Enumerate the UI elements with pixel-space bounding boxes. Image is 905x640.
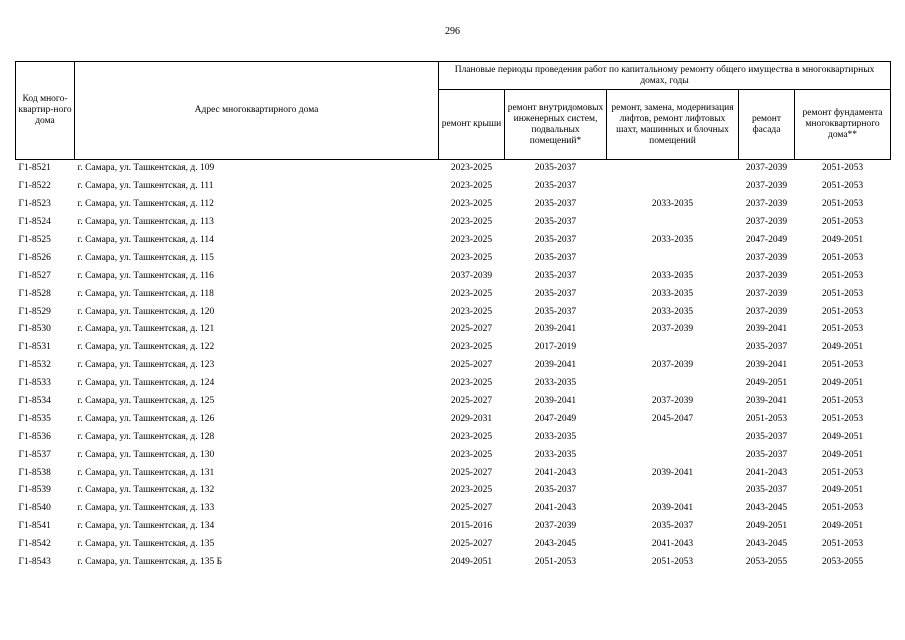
cell-elevators: 2039-2041: [651, 503, 694, 514]
cell-roof-repair: 2023-2025: [450, 342, 493, 353]
cell-code: Г1-8543: [18, 557, 51, 568]
cell-roof-repair: 2049-2051: [450, 557, 493, 568]
cell-address: г. Самара, ул. Ташкентская, д. 130: [77, 449, 215, 460]
cell-roof-repair: 2023-2025: [450, 217, 493, 228]
cell-elevators: 2033-2035: [651, 288, 694, 299]
cell-foundation: 2051-2053: [821, 181, 864, 192]
table-row: [16, 321, 891, 339]
cell-facade: 2051-2053: [745, 413, 788, 424]
cell-engineering-systems: 2047-2049: [534, 413, 577, 424]
cell-facade: 2047-2049: [745, 235, 788, 245]
cell-address: г. Самара, ул. Ташкентская, д. 131: [77, 467, 215, 478]
cell-foundation: 2051-2053: [821, 324, 864, 335]
table-row: [16, 393, 891, 411]
cell-elevators: 2041-2043: [651, 539, 694, 550]
cell-facade: 2039-2041: [745, 324, 788, 335]
cell-code: Г1-8535: [18, 413, 51, 424]
cell-code: Г1-8542: [18, 539, 51, 550]
cell-facade: 2039-2041: [745, 360, 788, 371]
cell-roof-repair: 2023-2025: [450, 378, 493, 389]
table-row: [16, 357, 891, 375]
cell-address: г. Самара, ул. Ташкентская, д. 124: [77, 378, 215, 389]
cell-roof-repair: 2025-2027: [450, 360, 493, 371]
cell-address: г. Самара, ул. Ташкентская, д. 113: [77, 217, 214, 228]
cell-elevators: [607, 249, 739, 267]
cell-engineering-systems: 2035-2037: [505, 160, 607, 178]
cell-code: Г1-8524: [18, 217, 51, 228]
cell-foundation: 2049-2051: [821, 235, 864, 245]
cell-elevators: 2033-2035: [651, 270, 694, 281]
cell-foundation: 2049-2051: [821, 342, 864, 353]
cell-address: г. Самара, ул. Ташкентская, д. 133: [77, 503, 215, 514]
cell-code: Г1-8529: [18, 306, 51, 317]
cell-elevators: [607, 339, 739, 357]
cell-engineering-systems: 2035-2037: [534, 252, 577, 263]
cell-elevators: 2033-2035: [651, 199, 694, 210]
cell-facade: 2043-2045: [745, 503, 788, 514]
cell-foundation: 2051-2053: [821, 396, 864, 407]
cell-elevators: 2039-2041: [651, 467, 694, 478]
cell-engineering-systems: 2035-2037: [534, 181, 577, 192]
cell-engineering-systems: 2041-2043: [534, 503, 577, 514]
cell-facade: 2037-2039: [745, 181, 788, 192]
cell-roof-repair: 2023-2025: [450, 199, 493, 210]
table-row: [16, 554, 891, 572]
cell-code: Г1-8537: [18, 449, 51, 460]
cell-engineering-systems: 2037-2039: [534, 521, 577, 532]
table-row: [16, 482, 891, 500]
cell-facade: 2049-2051: [745, 521, 788, 532]
cell-engineering-systems: 2035-2037: [534, 235, 577, 245]
cell-foundation: 2051-2053: [821, 413, 864, 424]
cell-foundation: 2051-2053: [821, 306, 864, 317]
cell-roof-repair: 2025-2027: [450, 324, 493, 335]
cell-roof-repair: 2029-2031: [450, 413, 493, 424]
cell-engineering-systems: 2035-2037: [534, 485, 577, 496]
cell-code: Г1-8532: [18, 360, 51, 371]
cell-roof-repair: 2025-2027: [450, 467, 493, 478]
capital-repair-table: [15, 61, 891, 571]
cell-address: г. Самара, ул. Ташкентская, д. 128: [77, 431, 215, 442]
cell-address: г. Самара, ул. Ташкентская, д. 132: [77, 485, 215, 496]
cell-roof-repair: 2037-2039: [450, 270, 493, 281]
table-row: [16, 410, 891, 428]
cell-engineering-systems: 2043-2045: [534, 539, 577, 550]
cell-elevators: 2045-2047: [651, 413, 694, 424]
cell-code: Г1-8528: [18, 288, 51, 299]
cell-foundation: 2049-2051: [821, 449, 864, 460]
table-row: [16, 249, 891, 267]
cell-roof-repair: 2023-2025: [450, 181, 493, 192]
cell-code: Г1-8531: [18, 342, 51, 353]
cell-foundation: 2051-2053: [795, 160, 891, 178]
cell-roof-repair: 2023-2025: [450, 449, 493, 460]
cell-foundation: 2051-2053: [821, 288, 864, 299]
cell-code: Г1-8523: [18, 199, 51, 210]
table-row: [16, 428, 891, 446]
cell-address: г. Самара, ул. Ташкентская, д. 125: [77, 396, 215, 407]
cell-engineering-systems: 2039-2041: [534, 324, 577, 335]
cell-facade: 2039-2041: [745, 396, 788, 407]
cell-engineering-systems: 2051-2053: [534, 557, 577, 568]
cell-code: Г1-8530: [18, 324, 51, 335]
table-row: [16, 536, 891, 554]
table-row: [16, 267, 891, 285]
cell-elevators: [607, 428, 739, 446]
header-address: Адрес многоквартирного дома: [75, 62, 439, 160]
cell-foundation: 2051-2053: [821, 252, 864, 263]
cell-engineering-systems: 2033-2035: [534, 431, 577, 442]
cell-foundation: 2051-2053: [821, 270, 864, 281]
cell-engineering-systems: 2035-2037: [534, 306, 577, 317]
cell-elevators: 2033-2035: [651, 306, 694, 317]
cell-code: Г1-8526: [18, 252, 51, 263]
table-row: [16, 518, 891, 536]
header-roof-repair: ремонт крыши: [439, 90, 505, 160]
cell-address: г. Самара, ул. Ташкентская, д. 123: [77, 360, 215, 371]
cell-code: Г1-8538: [18, 467, 51, 478]
table-row: [16, 178, 891, 196]
cell-roof-repair: 2023-2025: [450, 485, 493, 496]
cell-engineering-systems: 2041-2043: [534, 467, 577, 478]
cell-elevators: [607, 178, 739, 196]
cell-engineering-systems: 2017-2019: [534, 342, 577, 353]
cell-address: г. Самара, ул. Ташкентская, д. 115: [77, 252, 214, 263]
table-row: [16, 232, 891, 250]
cell-roof-repair: 2023-2025: [450, 306, 493, 317]
cell-foundation: 2051-2053: [821, 467, 864, 478]
cell-elevators: 2033-2035: [651, 235, 694, 245]
cell-code: Г1-8540: [18, 503, 51, 514]
page-number: 296: [445, 26, 460, 37]
cell-facade: 2035-2037: [745, 485, 788, 496]
cell-address: г. Самара, ул. Ташкентская, д. 122: [77, 342, 215, 353]
cell-code: Г1-8527: [18, 270, 51, 281]
cell-code: Г1-8522: [18, 181, 51, 192]
header-code: Код много-квартир-ного дома: [16, 62, 75, 160]
table-row: [16, 446, 891, 464]
cell-roof-repair: 2023-2025: [450, 235, 493, 245]
cell-elevators: [607, 482, 739, 500]
cell-code: Г1-8521: [16, 160, 75, 178]
cell-code: Г1-8536: [18, 431, 51, 442]
cell-facade: 2037-2039: [745, 306, 788, 317]
cell-foundation: 2049-2051: [821, 378, 864, 389]
cell-engineering-systems: 2033-2035: [534, 449, 577, 460]
header-elevator-repair: ремонт, замена, модернизация лифтов, ремонт лифтовых шахт, машинных и блочных помещений: [607, 90, 739, 160]
cell-facade: 2035-2037: [745, 431, 788, 442]
cell-address: г. Самара, ул. Ташкентская, д. 118: [77, 288, 214, 299]
cell-elevators: [607, 375, 739, 393]
cell-address: г. Самара, ул. Ташкентская, д. 135 Б: [77, 557, 223, 568]
table-row: [16, 160, 891, 178]
table-row: [16, 214, 891, 232]
table-row: [16, 339, 891, 357]
cell-engineering-systems: 2035-2037: [534, 217, 577, 228]
cell-roof-repair: 2023-2025: [450, 431, 493, 442]
cell-elevators: [607, 214, 739, 232]
cell-foundation: 2049-2051: [821, 485, 864, 496]
cell-facade: 2049-2051: [745, 378, 788, 389]
cell-roof-repair: 2025-2027: [450, 396, 493, 407]
cell-facade: 2037-2039: [745, 217, 788, 228]
cell-roof-repair: 2023-2025: [439, 160, 505, 178]
cell-facade: 2035-2037: [745, 449, 788, 460]
cell-facade: 2043-2045: [745, 539, 788, 550]
cell-code: Г1-8539: [18, 485, 51, 496]
cell-foundation: 2051-2053: [821, 503, 864, 514]
cell-foundation: 2053-2055: [821, 557, 864, 568]
cell-address: г. Самара, ул. Ташкентская, д. 121: [77, 324, 215, 335]
cell-roof-repair: 2015-2016: [450, 521, 493, 532]
table-row: [16, 375, 891, 393]
cell-address: г. Самара, ул. Ташкентская, д. 112: [77, 199, 214, 210]
cell-foundation: 2049-2051: [821, 521, 864, 532]
cell-address: г. Самара, ул. Ташкентская, д. 134: [77, 521, 215, 532]
cell-elevators: 2037-2039: [651, 324, 694, 335]
cell-code: Г1-8534: [18, 396, 51, 407]
cell-facade: 2037-2039: [745, 199, 788, 210]
table-row: [16, 285, 891, 303]
cell-engineering-systems: 2033-2035: [534, 378, 577, 389]
cell-elevators: 2051-2053: [651, 557, 694, 568]
cell-elevators: 2037-2039: [651, 360, 694, 371]
cell-facade: 2037-2039: [745, 288, 788, 299]
cell-address: г. Самара, ул. Ташкентская, д. 109: [75, 160, 439, 178]
table-row: [16, 500, 891, 518]
cell-roof-repair: 2025-2027: [450, 503, 493, 514]
cell-facade: 2041-2043: [745, 467, 788, 478]
cell-roof-repair: 2023-2025: [450, 288, 493, 299]
cell-elevators: [607, 160, 739, 178]
table-row: [16, 196, 891, 214]
header-planned-periods: Плановые периоды проведения работ по капитальному ремонту общего имущества в многоквартирных домах, годы: [439, 62, 891, 90]
cell-facade: 2035-2037: [745, 342, 788, 353]
cell-facade: 2053-2055: [745, 557, 788, 568]
cell-address: г. Самара, ул. Ташкентская, д. 114: [77, 235, 214, 245]
cell-engineering-systems: 2035-2037: [534, 270, 577, 281]
cell-engineering-systems: 2039-2041: [534, 360, 577, 371]
header-facade-repair: ремонт фасада: [739, 90, 795, 160]
cell-facade: 2037-2039: [745, 270, 788, 281]
cell-engineering-systems: 2039-2041: [534, 396, 577, 407]
cell-facade: 2037-2039: [739, 160, 795, 178]
cell-foundation: 2049-2051: [821, 431, 864, 442]
cell-address: г. Самара, ул. Ташкентская, д. 120: [77, 306, 215, 317]
cell-engineering-systems: 2035-2037: [534, 199, 577, 210]
cell-roof-repair: 2023-2025: [450, 252, 493, 263]
cell-foundation: 2051-2053: [821, 199, 864, 210]
cell-address: г. Самара, ул. Ташкентская, д. 135: [77, 539, 215, 550]
table-row: [16, 464, 891, 482]
table-row: [16, 303, 891, 321]
cell-foundation: 2051-2053: [821, 217, 864, 228]
header-foundation-repair: ремонт фундамента многоквартирного дома**: [795, 90, 891, 160]
cell-engineering-systems: 2035-2037: [534, 288, 577, 299]
cell-code: Г1-8541: [18, 521, 51, 532]
cell-code: Г1-8533: [18, 378, 51, 389]
cell-elevators: 2037-2039: [651, 396, 694, 407]
cell-address: г. Самара, ул. Ташкентская, д. 111: [77, 181, 214, 192]
cell-elevators: 2035-2037: [651, 521, 694, 532]
cell-code: Г1-8525: [18, 235, 51, 245]
cell-address: г. Самара, ул. Ташкентская, д. 126: [77, 413, 215, 424]
cell-foundation: 2051-2053: [821, 539, 864, 550]
cell-roof-repair: 2025-2027: [450, 539, 493, 550]
cell-foundation: 2051-2053: [821, 360, 864, 371]
cell-elevators: [607, 446, 739, 464]
cell-facade: 2037-2039: [745, 252, 788, 263]
cell-address: г. Самара, ул. Ташкентская, д. 116: [77, 270, 214, 281]
header-engineering-systems-repair: ремонт внутридомовых инженерных систем, подвальных помещений*: [505, 90, 607, 160]
